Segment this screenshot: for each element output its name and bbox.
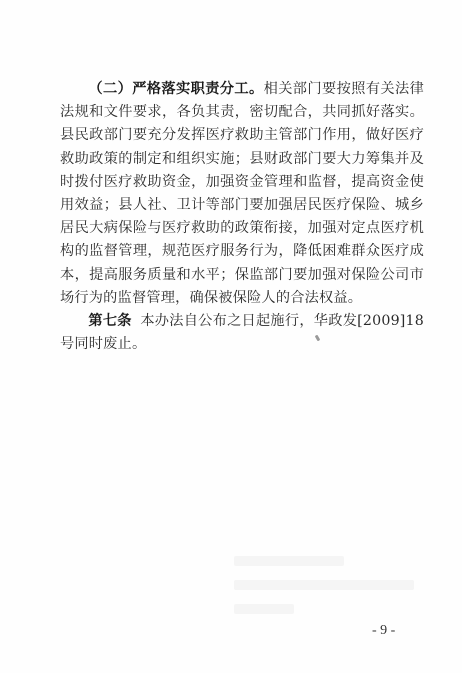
paragraph-responsibilities bbox=[60, 78, 424, 310]
page-number: - 9 - bbox=[372, 623, 396, 638]
paragraph-text: 相关部门要按照有关法律法规和文件要求，各负其责，密切配合，共同抓好落实。县民政部门要充分发挥医疗救助主管部门作用，做好医疗救助政策的制定和组织实施；县财政部门要大力筹集并及时拨付医疗救助资金，加强资金管理和监督，提高资金使用效益；县人社、卫计等部门要加强居民医疗保险、城乡居民大病保险与医疗救助的政策衔接，加强对定点医疗机构的监督管理，规范医疗服务行为，降低困难群众医疗成本，提高服务质量和水平；保监部门要加强对保险公司市场行为的监督管理，确保被保险人的合法权益。 bbox=[60, 81, 425, 306]
bleed-through-line-3 bbox=[234, 604, 294, 614]
bleed-through-line-2 bbox=[234, 580, 414, 590]
article-text: 本办法自公布之日起施行，华政发[2009]18 号同时废止。 bbox=[60, 313, 424, 353]
section-heading: （二）严格落实职责分工。 bbox=[88, 81, 264, 97]
article-number: 第七条 bbox=[88, 313, 132, 330]
document-body bbox=[60, 78, 424, 356]
paragraph-article-seven bbox=[60, 310, 424, 356]
bleed-through-line-1 bbox=[234, 556, 344, 566]
